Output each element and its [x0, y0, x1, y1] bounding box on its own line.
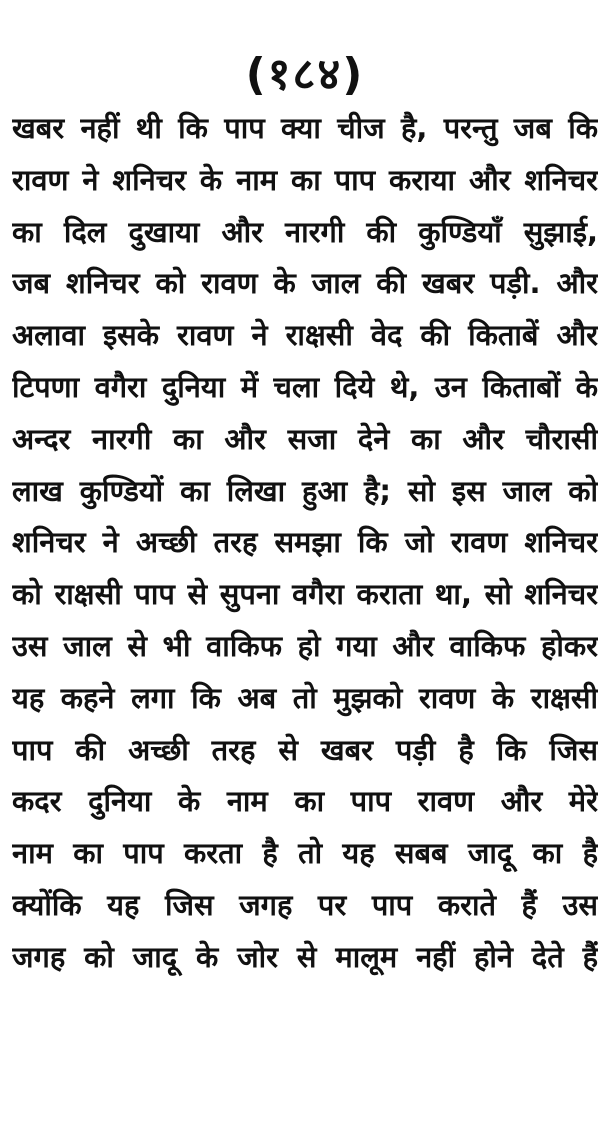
text-line: नाम का पाप करता है तो यह सबब जादू का है: [12, 836, 598, 871]
text-line: यह कहने लगा कि अब तो मुझको रावण के राक्षसी: [12, 680, 598, 715]
text-line: पाप की अच्छी तरह से खबर पड़ी है कि जिस: [12, 732, 598, 767]
page-number: (१८४): [245, 49, 365, 100]
text-line: जगह को जादू के जोर से मालूम नहीं होने देते हैं: [12, 939, 598, 974]
text-line: लाख कुण्डियों का लिखा हुआ है; सो इस जाल को: [12, 473, 598, 508]
text-line: का दिल दुखाया और नारगी की कुण्डियाँ सुझाई,: [12, 214, 598, 249]
text-line: खबर नहीं थी कि पाप क्या चीज है, परन्तु जब कि: [12, 111, 598, 145]
text-line: कदर दुनिया के नाम का पाप रावण और मेरे: [12, 784, 598, 819]
text-line: टिपणा वगैरा दुनिया में चला दिये थे, उन किताबों के: [12, 369, 598, 404]
text-line: जब शनिचर को रावण के जाल की खबर पड़ी. और: [12, 266, 598, 301]
text-line: अलावा इसके रावण ने राक्षसी वेद की किताबें और: [12, 318, 598, 353]
body-text: [12, 103, 598, 984]
text-line: शनिचर ने अच्छी तरह समझा कि जो रावण शनिचर: [12, 525, 598, 560]
text-line: रावण ने शनिचर के नाम का पाप कराया और शनिचर: [12, 162, 598, 197]
text-line: उस जाल से भी वाकिफ हो गया और वाकिफ होकर: [12, 628, 598, 663]
text-line: अन्दर नारगी का और सजा देने का और चौरासी: [12, 421, 598, 456]
text-line: को राक्षसी पाप से सुपना वगैरा कराता था, सो शनिचर: [12, 577, 598, 612]
text-line: क्योंकि यह जिस जगह पर पाप कराते हैं उस: [12, 887, 598, 922]
